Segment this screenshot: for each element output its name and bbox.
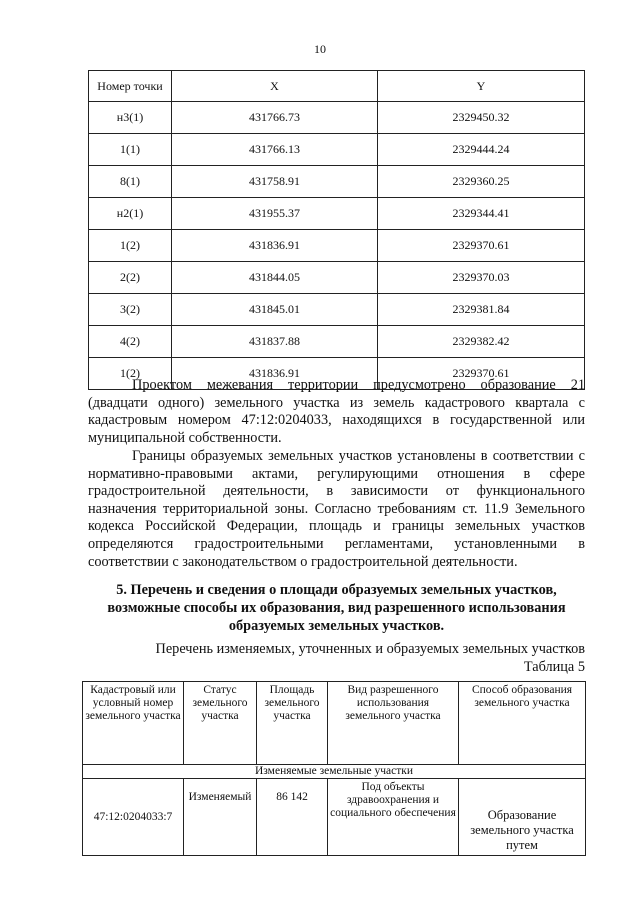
y-cell: 2329381.84: [378, 294, 585, 326]
paragraph-text: Проектом межевания территории предусмотрено образование 21 (двадцати одного) земельного участка из земель кадастрового квартала с кадастровым номером 47:12:0204033, находящихся в государственной или муниципальной собственности.: [88, 377, 585, 446]
list-title: Перечень изменяемых, уточненных и образуемых земельных участков: [155, 641, 585, 657]
status-cell: Изменяемый: [184, 779, 257, 856]
y-cell: 2329370.61: [378, 358, 585, 390]
table-row: [89, 230, 585, 262]
formation-method-cell: Образование земельного участка путем: [459, 779, 586, 856]
point-number-cell: 1(1): [89, 134, 172, 166]
y-cell: 2329382.42: [378, 326, 585, 358]
x-cell: 431845.01: [172, 294, 378, 326]
y-cell: 2329344.41: [378, 198, 585, 230]
table-row: [89, 102, 585, 134]
point-number-cell: 4(2): [89, 326, 172, 358]
header-y: Y: [378, 71, 585, 102]
cadastral-number-cell: 47:12:0204033:7: [83, 779, 184, 856]
section-label: Изменяемые земельные участки: [83, 765, 586, 779]
table-row: [89, 326, 585, 358]
y-cell: 2329370.61: [378, 230, 585, 262]
table-row: [89, 262, 585, 294]
section-heading: 5. Перечень и сведения о площади образуемых земельных участков, возможные способы их образования, вид разрешенного использования образуемых земельных участков.: [107, 582, 566, 634]
x-cell: 431766.73: [172, 102, 378, 134]
header-x: X: [172, 71, 378, 102]
header-cadastral-number: Кадастровый или условный номер земельного участка: [83, 682, 184, 765]
y-cell: 2329370.03: [378, 262, 585, 294]
y-cell: 2329450.32: [378, 102, 585, 134]
x-cell: 431766.13: [172, 134, 378, 166]
x-cell: 431836.91: [172, 358, 378, 390]
x-cell: 431758.91: [172, 166, 378, 198]
x-cell: 431844.05: [172, 262, 378, 294]
paragraph-boundaries: [88, 448, 585, 571]
section-row: [83, 765, 586, 779]
coordinates-table-header: [89, 71, 585, 102]
table-row: [89, 166, 585, 198]
y-cell: 2329444.24: [378, 134, 585, 166]
paragraph-text: Границы образуемых земельных участков установлены в соответствии с нормативно-правовыми актами, регулирующими отношения в сфере градостроительной деятельности, в зависимости от функционального назначения территориальной зоны. Согласно требованиям ст. 11.9 Земельного кодекса Российской Федерации, площадь и границы земельных участков определяются градостроительными регламентами, установленными в соответствии с законодательством о градостроительной деятельности.: [88, 448, 585, 570]
point-number-cell: н2(1): [89, 198, 172, 230]
point-number-cell: 8(1): [89, 166, 172, 198]
page-number: 10: [314, 42, 326, 56]
x-cell: 431837.88: [172, 326, 378, 358]
header-permitted-use: Вид разрешенного использования земельного участка: [328, 682, 459, 765]
header-status: Статус земельного участка: [184, 682, 257, 765]
permitted-use-cell: Под объекты здравоохранения и социального обеспечения: [328, 779, 459, 856]
y-cell: 2329360.25: [378, 166, 585, 198]
area-cell: 86 142: [257, 779, 328, 856]
header-area: Площадь земельного участка: [257, 682, 328, 765]
header-point-number: Номер точки: [89, 71, 172, 102]
point-number-cell: 1(2): [89, 358, 172, 390]
x-cell: 431836.91: [172, 230, 378, 262]
point-number-cell: 1(2): [89, 230, 172, 262]
point-number-cell: н3(1): [89, 102, 172, 134]
coordinates-table: [88, 70, 585, 390]
table-row: [89, 134, 585, 166]
paragraph-territory-survey: [88, 377, 585, 447]
point-number-cell: 3(2): [89, 294, 172, 326]
land-plots-table-header: [83, 682, 586, 765]
table-row: [89, 294, 585, 326]
land-plots-table: [82, 681, 586, 856]
header-formation-method: Способ образования земельного участка: [459, 682, 586, 765]
x-cell: 431955.37: [172, 198, 378, 230]
table-caption: Таблица 5: [523, 659, 585, 675]
table-row: [89, 198, 585, 230]
table-row: [83, 779, 586, 856]
point-number-cell: 2(2): [89, 262, 172, 294]
